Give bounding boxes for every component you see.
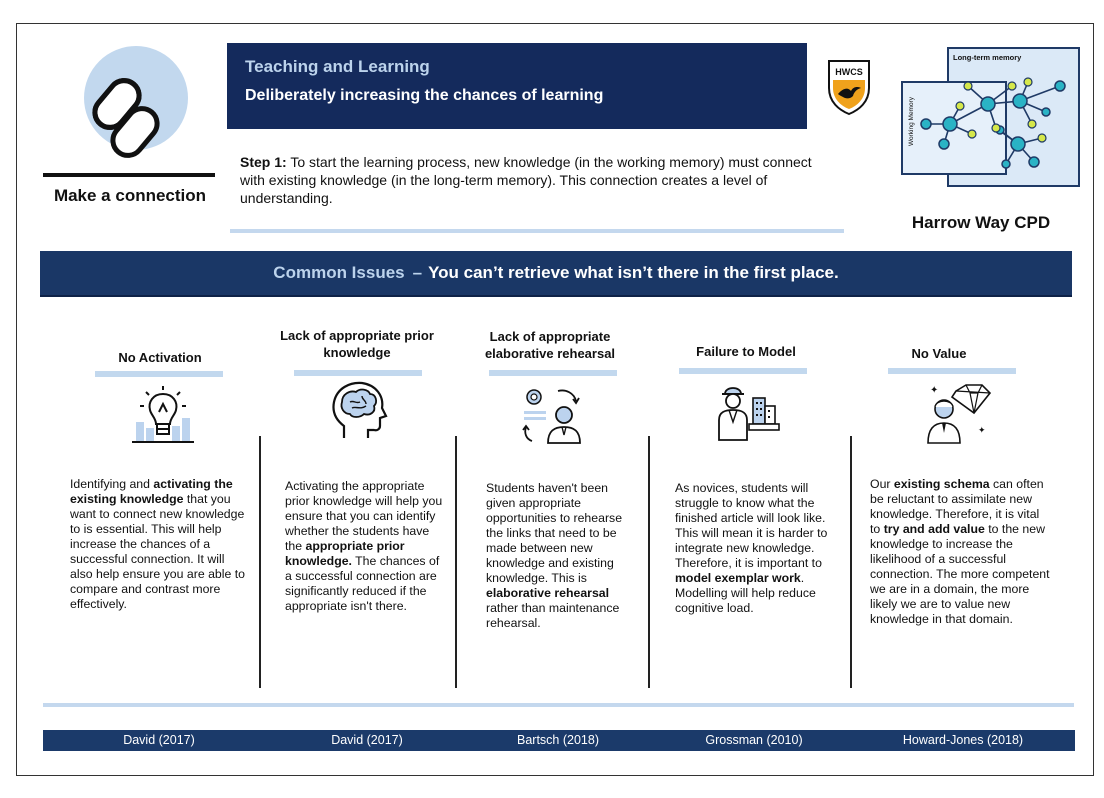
harrow-way-cpd: Harrow Way CPD [911, 213, 1051, 232]
column-title: No Value [911, 346, 967, 361]
builder-model-icon [715, 380, 785, 442]
column-title: Lack of appropriate prior knowledge [280, 328, 434, 360]
body-text: Identifying and [70, 477, 154, 491]
column-title: No Activation [118, 350, 202, 365]
body-text: The chances of a successful connection are significantly reduced if the appropriate isn't there. [285, 554, 440, 613]
logo-text: HWCS [835, 67, 863, 77]
column-title: Failure to Model [696, 344, 796, 359]
body-text: . Modelling will help reduce cognitive load. [675, 571, 816, 615]
column-underline [294, 370, 422, 376]
body-text: that you want to connect new knowledge to is essential. This will help increase the chances of a successful connection. It will also help ensure you are able to compare and contrast more effectively. [70, 492, 246, 611]
body-text: Activating the appropriate prior knowledge will help you ensure that you can identify whether the students have the [285, 479, 443, 553]
column-body [70, 477, 246, 612]
column-body [285, 479, 449, 614]
column-underline [888, 368, 1016, 374]
column-underline [95, 371, 223, 377]
title-banner [227, 43, 807, 129]
footer-divider [43, 703, 1074, 707]
connection-underline [43, 173, 215, 177]
chain-link-icon [70, 70, 180, 170]
lightbulb-chart-icon [128, 384, 198, 446]
make-connection-label: Make a connection [53, 186, 207, 205]
column-title: Lack of appropriate elaborative rehearsal [484, 329, 616, 361]
emphasis-text: model exemplar work [675, 571, 801, 585]
column-underline [679, 368, 807, 374]
column-body [870, 477, 1052, 627]
emphasis-text: elaborative rehearsal [486, 586, 610, 600]
emphasis-text: existing schema [893, 477, 990, 491]
column-underline [489, 370, 617, 376]
step-text: To start the learning process, new knowledge (in the working memory) must connect with existing knowledge (in the long-term memory). This connection creates a level of understanding. [240, 154, 812, 206]
column-divider [648, 436, 650, 688]
emphasis-text: try and add value [883, 522, 985, 536]
school-shield-logo [826, 58, 872, 116]
memory-network-diagram [900, 46, 1082, 188]
column-divider [850, 436, 852, 688]
body-text: Our [870, 477, 894, 491]
step-label: Step 1: [240, 154, 287, 170]
column-divider [455, 436, 457, 688]
column-body [486, 481, 636, 631]
reference-label: Grossman (2010) [705, 733, 803, 747]
reference-label: David (2017) [123, 733, 195, 747]
column-body [675, 481, 835, 616]
emphasis-text: activating the existing knowledge [70, 477, 233, 506]
sparkle-icon: ✦ [978, 426, 986, 436]
person-cycle-icon [518, 383, 588, 445]
body-text: rather than maintenance rehearsal. [486, 601, 620, 630]
common-issues-bar [40, 251, 1072, 297]
working-memory-label: Working Memory [908, 96, 915, 146]
reference-label: Bartsch (2018) [517, 733, 599, 747]
step-divider [230, 229, 844, 233]
step-description [240, 153, 840, 207]
brain-head-icon [322, 380, 392, 442]
body-text: Students haven't been given appropriate opportunities to rehearse the links that need to be made between new knowledge and existing knowledge. This is [486, 481, 623, 585]
reference-label: Howard-Jones (2018) [902, 733, 1024, 747]
common-issues-label: Common Issues [273, 263, 405, 282]
body-text: can often be reluctant to assimilate new knowledge. Therefore, it is vital to [870, 477, 1044, 536]
common-issues-text: You can’t retrieve what isn’t there in the first place. [428, 263, 839, 282]
long-term-memory-label: Long-term memory [953, 53, 1022, 62]
banner-title: Teaching and Learning [245, 57, 430, 76]
common-issues-dash: – [412, 263, 423, 282]
column-divider [259, 436, 261, 688]
body-text: to the new knowledge to increase the likelihood of a successful connection. The more competent we are in a domain, the more likely we are to value new knowledge in that domain. [870, 522, 1050, 626]
sparkle-icon: ✦ [930, 385, 939, 396]
reference-label: David (2017) [331, 733, 403, 747]
emphasis-text: appropriate prior knowledge. [285, 539, 405, 568]
body-text: As novices, students will struggle to know what the finished article will look like. This will mean it is harder to integrate new knowledge. Therefore, it is important to [675, 481, 828, 570]
person-diamond-icon [922, 383, 992, 445]
banner-subtitle: Deliberately increasing the chances of learning [245, 87, 604, 104]
